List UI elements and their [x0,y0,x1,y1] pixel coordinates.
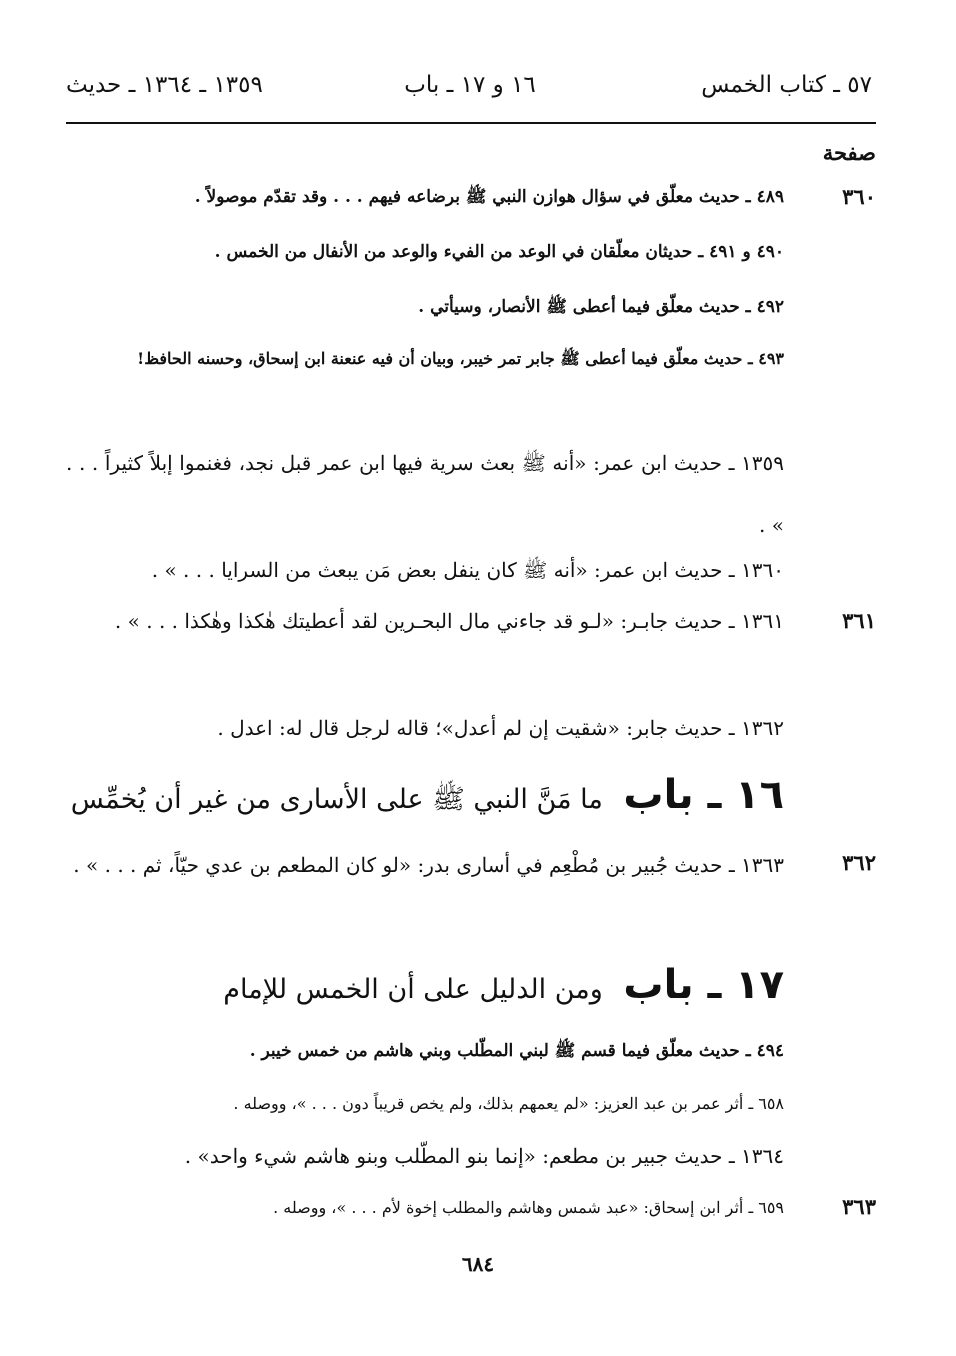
entry-1359: ١٣٥٩ ـ حديث ابن عمر: «أنه ﷺ بعث سرية فيها ابن عمر قبل نجد، فغنموا إبلاً كثيراً . . . » . [66,451,784,537]
entry-492: ٤٩٢ ـ حديث معلّق فيما أعطى ﷺ الأنصار، وسيأتي . [418,297,784,317]
entry-1363: ١٣٦٣ ـ حديث جُبير بن مُطْعِم في أسارى بدر: «لو كان المطعم بن عدي حيّاً، ثم . . . » . [73,853,784,877]
header-hadith-range: ١٣٥٩ ـ ١٣٦٤ ـ حديث [66,72,263,98]
chapter-label: ١٦ ـ باب [623,772,784,818]
entry-1362: ١٣٦٢ ـ حديث جابر: «شقيت إن لم أعدل»؛ قاله لرجل قال له: اعدل . [217,716,784,740]
entry-1364: ١٣٦٤ ـ حديث جبير بن مطعم: «إنما بنو المطّلب وبنو هاشم شيء واحد» . [184,1144,784,1168]
entry-1360: ١٣٦٠ ـ حديث ابن عمر: «أنه ﷺ كان ينفل بعض مَن يبعث من السرايا . . . » . [151,558,784,582]
chapter-heading-17 [223,962,784,1008]
entry-659: ٦٥٩ ـ أثر ابن إسحاق: «عبد شمس وهاشم والمطلب إخوة لأم . . . »، ووصله . [273,1198,784,1217]
header-book-title: ٥٧ ـ كتاب الخمس [701,72,872,98]
page-ref: ٣٦٣ [842,1194,876,1219]
chapter-label: ١٧ ـ باب [623,962,784,1008]
entry-1361: ١٣٦١ ـ حديث جابـر: «لـو قد جاءني مال البحـرين لقد أعطيتك هٰكذا وهٰكذا . . . » . [114,609,784,633]
chapter-title: ما مَنَّ النبي ﷺ على الأسارى من غير أن يُخمِّس [70,784,603,815]
entry-494: ٤٩٤ ـ حديث معلّق فيما قسم ﷺ لبني المطّلب وبني هاشم من خمس خيبر . [249,1041,784,1061]
entry-490-491: ٤٩٠ و ٤٩١ ـ حديثان معلّقان في الوعد من الفيء والوعد من الأنفال من الخمس . [214,242,784,262]
page-number: ٦٨٤ [461,1252,495,1276]
header-chapter-range: ١٦ و ١٧ ـ باب [404,72,536,98]
page-ref: ٣٦١ [842,608,876,633]
chapter-heading-16 [71,772,784,822]
entry-489: ٤٨٩ ـ حديث معلّق في سؤال هوازن النبي ﷺ برضاعه فيهم . . . وقد تقدّم موصولاً . [194,187,784,207]
header-rule [66,122,876,124]
entry-658: ٦٥٨ ـ أثر عمر بن عبد العزيز: «لم يعمهم بذلك، ولم يخص قريباً دون . . . »، ووصله . [233,1094,784,1113]
page-ref: ٣٦٠ [842,184,876,209]
page-ref: ٣٦٢ [842,850,876,875]
chapter-title: ومن الدليل على أن الخمس للإمام [223,974,603,1005]
page-column-title: صفحة [822,140,876,165]
entry-493: ٤٩٣ ـ حديث معلّق فيما أعطى ﷺ جابر تمر خيبر، وبيان أن فيه عنعنة ابن إسحاق، وحسنه الحافظ! [137,349,784,368]
